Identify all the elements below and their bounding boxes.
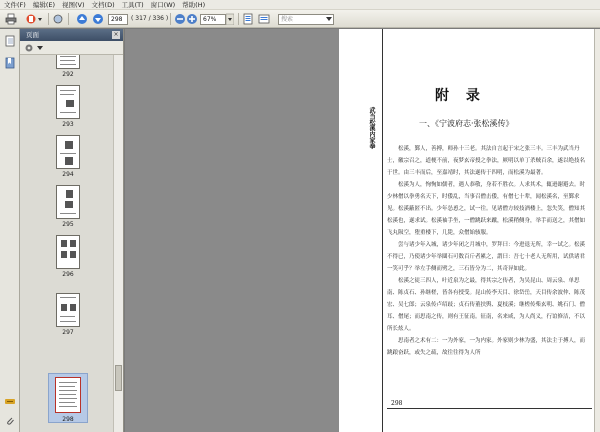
paragraph: 尝与诸少年入城，诸少年闭之月城中，罗拜曰：今进退无所，幸一试之。松溪不得已，乃使诸少年举圜石可数百斤者累之，謂曰：吾七十老人无所用，试供诸君一笑可乎？举左手侧而劈之，三石皆分为二，其奇异如此。 xyxy=(387,242,586,272)
page-thumbnail[interactable] xyxy=(56,235,80,269)
document-page xyxy=(339,29,594,432)
thumbnail-label: 296 xyxy=(62,271,74,278)
menu-file[interactable]: 文件(F) xyxy=(4,1,26,9)
previous-page-icon[interactable] xyxy=(76,13,88,25)
footer-rule xyxy=(387,408,592,409)
page-thumbnail[interactable] xyxy=(56,55,80,69)
paragraph: 松溪，鄞人，善搏，师孙十三老。其法自言起于宋之张三丰。三丰为武当丹士，徽宗召之，道梗不前，夜梦玄帝授之拳法，厥明以单丁杀贼百余，遂以绝技名于世。由三丰而后，至嘉靖时，其法遂传于四明，而松溪为最著。 xyxy=(387,146,586,176)
share-icon[interactable] xyxy=(25,13,37,25)
panel-close-button[interactable]: × xyxy=(113,31,119,38)
body-text xyxy=(387,143,590,359)
select-hand-icon[interactable] xyxy=(52,13,64,25)
document-scrollbar[interactable] xyxy=(594,29,600,432)
page-thumbnail-selected[interactable] xyxy=(55,377,81,413)
thumbnail-scrollbar[interactable] xyxy=(113,55,123,432)
zoom-in-icon[interactable] xyxy=(186,13,198,25)
thumbnail-label: 294 xyxy=(62,171,74,178)
print-icon[interactable] xyxy=(5,13,17,25)
menu-edit[interactable]: 编辑(E) xyxy=(32,1,55,9)
bookmarks-icon[interactable] xyxy=(4,57,16,69)
fit-width-icon[interactable] xyxy=(258,13,270,25)
options-icon[interactable] xyxy=(24,42,36,54)
page-thumbnail[interactable] xyxy=(56,85,80,119)
paragraph: 松溪之徒三四人，叶近泉为之最，得其宗之传者，为吴昆山、周云泉、单思南、陈贞石、孙继槎，皆各有授受。昆山传李天目、徐岱岳，天目传余波仲、陈茂宏、吴七郎；云泉传卢绍歧；贞石传董扶舆、夏枝溪；继槎传柴玄明、姚石门、僧耳、僧尾；而思南之传，则有王征南。征南，名来咸，为人尚义，行谊修洁，不以所长炫人。 xyxy=(387,278,586,332)
thumbnail-label: 293 xyxy=(62,121,74,128)
options-dropdown-icon[interactable] xyxy=(37,45,43,51)
previous-page-area xyxy=(125,29,339,432)
page-number-input[interactable]: 298 xyxy=(108,14,128,25)
pages-icon[interactable] xyxy=(4,35,16,47)
zoom-dropdown-icon[interactable] xyxy=(226,13,234,25)
paragraph: 思南者之术有二：一为外家，一为内家。外家则少林为盛，其法主于搏人，而跳踉奋跃，或失之疏，故往往得为人所 xyxy=(387,338,586,356)
page-thumbnail[interactable] xyxy=(56,185,80,219)
page-thumbnails xyxy=(20,55,114,432)
menu-document[interactable]: 文档(D) xyxy=(91,1,115,9)
page-count: ( 317 / 336 ) xyxy=(131,15,169,22)
fit-page-icon[interactable] xyxy=(242,13,254,25)
zoom-level-select[interactable]: 67% xyxy=(200,14,226,25)
pages-panel xyxy=(20,29,124,432)
next-page-icon[interactable] xyxy=(92,13,104,25)
pages-panel-title: 页面 xyxy=(26,31,39,39)
thumbnail-label: 295 xyxy=(62,221,74,228)
attachments-icon[interactable] xyxy=(4,415,16,427)
toolbar-separator xyxy=(48,13,49,25)
search-input[interactable]: 搜索 xyxy=(278,14,334,25)
pages-panel-toolbar xyxy=(20,41,123,55)
toolbar xyxy=(0,10,600,28)
thumbnail-label: 298 xyxy=(62,416,74,423)
menu-tools[interactable]: 工具(T) xyxy=(121,1,144,9)
share-dropdown-icon[interactable] xyxy=(37,13,43,25)
menu-view[interactable]: 视图(V) xyxy=(62,1,85,9)
page-number: 298 xyxy=(391,400,403,407)
pages-panel-header xyxy=(20,29,123,41)
zoom-out-icon[interactable] xyxy=(174,13,186,25)
paragraph: 松溪为人，恂恂如儒者，遇人恭敬，身若不胜衣。人求其术，辄逊谢避去。时少林僧以拳勇名天下，时倭乱，当事召僧击倭，有僧七十辈，闻松溪名，至鄞求见。松溪蔽匿不出。少年怂恿之，试一往。见诸僧方较技酒楼上，忽失笑，僧知其松溪也，遂求试。松溪袖手坐，一僧跳跃来蹴，松溪稍侧身，举手而送之，其僧如飞丸陨空，堕重楼下，几毙，众僧始骇服。 xyxy=(387,182,586,236)
search-dropdown-icon[interactable] xyxy=(326,16,332,22)
menu-window[interactable]: 窗口(W) xyxy=(150,1,176,9)
margin-rule xyxy=(382,29,383,432)
menu-bar xyxy=(0,0,600,10)
page-thumbnail[interactable] xyxy=(56,293,80,327)
signatures-icon[interactable] xyxy=(4,395,16,407)
navigation-pane-strip xyxy=(0,29,20,432)
thumbnail-label: 292 xyxy=(62,71,74,78)
toolbar-separator xyxy=(68,13,69,25)
thumbnail-label: 297 xyxy=(62,329,74,336)
section-title: 一、《宁波府志·张松溪传》 xyxy=(419,119,514,128)
page-title: 附 录 xyxy=(435,88,486,104)
menu-help[interactable]: 帮助(H) xyxy=(182,1,206,9)
toolbar-separator xyxy=(238,13,239,25)
running-head: 武当松溪内家拳 xyxy=(368,107,375,149)
thumbnail-scrollbar-thumb[interactable] xyxy=(115,365,122,391)
toolbar-separator xyxy=(170,13,171,25)
page-thumbnail[interactable] xyxy=(56,135,80,169)
